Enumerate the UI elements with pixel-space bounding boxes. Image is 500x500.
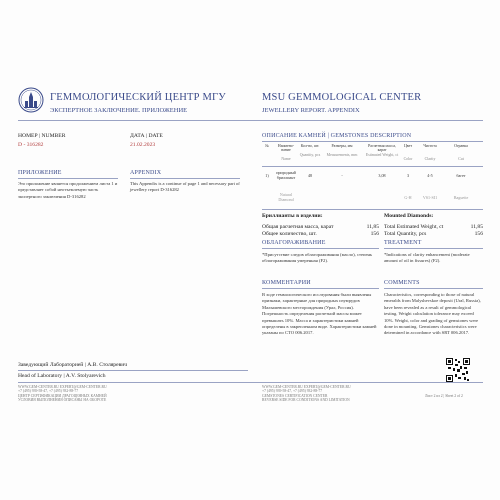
- diamonds-heading-ru: Бриллианты в изделии:: [262, 213, 323, 219]
- appendix-divider-ru: [18, 178, 118, 179]
- row-name-en: Natural Diamond: [278, 192, 294, 202]
- row-name-ru: природный бриллиант: [276, 170, 296, 180]
- table-header-divider: [262, 166, 483, 167]
- table-bottom-divider: [262, 209, 483, 210]
- col-header-name-en: Name: [281, 157, 291, 161]
- comments-heading-en: COMMENTS: [384, 280, 420, 286]
- col-header-quantity: Кол-во, шт.: [300, 144, 320, 148]
- signature-en: Head of Laboratory | A.V. Stolyarevich: [18, 373, 106, 379]
- diamonds-weight-value-en: 11,85: [470, 224, 483, 230]
- row-number: 1): [265, 173, 269, 178]
- diamonds-weight-value-ru: 11,85: [366, 224, 379, 230]
- col-header-clarity-en: Clarity: [424, 157, 436, 161]
- col-header-weight: Расчетная масса, карат: [368, 144, 396, 153]
- footer-right-line: REVERSE SIDE FOR CONDITIONS AND LIMITATION: [262, 398, 350, 403]
- number-value: D - 316282: [18, 142, 44, 148]
- row-measurements: -: [341, 173, 343, 178]
- row-cut-en: Baguette: [453, 195, 469, 200]
- appendix-text-en: This Appendix is a continue of page 1 and necessary part of jewellery report D-316282: [130, 181, 240, 193]
- comments-text-ru: В ходе геммологического исследования были выявлены признаки, характерные для природных изумрудов Малышевского месторождения (Урал, Россия). Погрешность определения расчетной массы может превышать 10%. Масса и характеристики камней определены в закрепленном виде. Характеристики камней указаны по СТО 006.2017.: [262, 292, 377, 336]
- footer-left-line: ЦЕНТР СЕРТИФИКАЦИИ ДРАГОЦЕННЫХ КАМНЕЙ: [18, 393, 107, 398]
- date-label: ДАТА | DATE: [130, 133, 163, 139]
- footer-right-line: WWW.GEM-CENTER.RU EXPERT@GEM-CENTER.RU: [262, 385, 351, 389]
- diamonds-count-value-en: 156: [474, 231, 483, 237]
- number-label: НОМЕР | NUMBER: [18, 133, 66, 139]
- col-header-measurements: Размеры, мм: [331, 144, 353, 148]
- col-header-cut: Огранка: [454, 144, 468, 148]
- comments-text-en: Characteristics, corresponding to those of natural emeralds from Malyshevskoe deposit (Ural, Russia), have been revealed as a result of gemmological testing. Weight calculation tolerance may exceed 10%. Weight, color and grading of gemstones were done in mounting. Gemstones characteristics were determined in accordance with SRT 006.2017.: [384, 292, 481, 336]
- appendix-divider-en: [130, 178, 240, 179]
- row-quantity: 48: [307, 173, 313, 178]
- footer-left-line: WWW.GEM-CENTER.RU EXPERT@GEM-CENTER.RU: [18, 385, 107, 389]
- footer-right-line: +7 (495) 939-58-47, +7 (495) 932-88-77: [262, 389, 323, 394]
- diamonds-count-value-ru: 156: [370, 231, 379, 237]
- col-header-quantity-en: Quantity, pcs: [299, 153, 321, 157]
- appendix-heading-en: APPENDIX: [130, 170, 162, 176]
- col-header-cut-en: Cut: [458, 157, 464, 161]
- row-color-ru: 3: [406, 173, 410, 178]
- diamonds-heading-en: Mounted Diamonds:: [384, 213, 434, 219]
- footer-divider: [18, 382, 483, 383]
- row-clarity-en: VS1-SI1: [422, 195, 438, 200]
- qr-code-icon[interactable]: [446, 358, 470, 382]
- treatment-heading-en: TREATMENT: [384, 240, 422, 246]
- row-color-en: G-H: [404, 195, 412, 200]
- gemstones-divider: [262, 141, 483, 142]
- appendix-heading-ru: ПРИЛОЖЕНИЕ: [18, 170, 62, 176]
- treatment-heading-ru: ОБЛАГОРАЖИВАНИЕ: [262, 240, 326, 246]
- diamonds-count-label-en: Total Quantity, pcs: [384, 231, 427, 237]
- header-title-ru: ГЕММОЛОГИЧЕСКИЙ ЦЕНТР МГУ: [50, 92, 226, 103]
- signature-divider: [18, 370, 248, 371]
- header-divider: [18, 120, 483, 121]
- col-header-number: №: [265, 144, 269, 148]
- footer-left-line: +7 (495) 939-58-47, +7 (495) 932-88-77: [18, 389, 79, 394]
- row-clarity-ru: 4-5: [427, 173, 433, 178]
- row-cut-ru: багет: [456, 173, 466, 178]
- col-header-color: Цвет: [403, 144, 413, 148]
- col-header-weight-en: Estimated Weight, ct: [365, 153, 399, 157]
- diamonds-weight-label-ru: Общая расчетная масса, карат: [262, 224, 334, 230]
- row-weight: 3,08: [378, 173, 386, 178]
- msu-emblem-icon: [18, 87, 44, 113]
- treatment-divider-en: [384, 248, 483, 249]
- col-header-color-en: Color: [403, 157, 413, 161]
- footer-right-line: GEMSTONES CERTIFICATION CENTER: [262, 393, 328, 398]
- footer-left: [18, 385, 107, 403]
- diamonds-count-label-ru: Общее количество, шт.: [262, 231, 317, 237]
- signature-ru: Заведующий Лабораторией | А.В. Столяревич: [18, 362, 128, 368]
- date-value: 21.02.2023: [130, 142, 156, 148]
- footer-right: [262, 385, 351, 403]
- comments-divider-ru: [262, 288, 379, 289]
- comments-heading-ru: КОММЕНТАРИИ: [262, 280, 311, 286]
- header-title-en: MSU GEMMOLOGICAL CENTER: [262, 92, 422, 103]
- col-header-clarity: Чистота: [423, 144, 437, 148]
- footer-left-line: УСЛОВИЯ ВЫПОЛНЕНИЯ ОПИСАНЫ НА ОБОРОТЕ: [18, 398, 107, 403]
- page-number: Лист 2 из 2 | Sheet 2 of 2: [425, 394, 463, 398]
- diamonds-weight-label-en: Total Estimated Weight, ct: [384, 224, 444, 230]
- comments-divider-en: [384, 288, 483, 289]
- gemstones-heading: ОПИСАНИЕ КАМНЕЙ | GEMSTONES DESCRIPTION: [262, 133, 412, 139]
- col-header-measurements-en: Measurements, mm: [326, 153, 358, 157]
- treatment-text-en: *Indications of clarity enhancement (moderate amount of oil in fissures) (F2).: [384, 252, 470, 264]
- col-header-name: Наимено-вание: [277, 144, 295, 153]
- header-subtitle-ru: ЭКСПЕРТНОЕ ЗАКЛЮЧЕНИЕ. ПРИЛОЖЕНИЕ: [50, 107, 188, 114]
- header-subtitle-en: JEWELLERY REPORT. APPENDIX: [262, 107, 360, 114]
- treatment-divider-ru: [262, 248, 379, 249]
- treatment-text-ru: *Присутствие следов облагораживания (масло), степень облагораживания умеренная (F2).: [262, 252, 373, 264]
- appendix-text-ru: Это приложение является продолжением листа 1 и представляет собой неотъемлемую часть экспертного заключения D-316282: [18, 181, 118, 199]
